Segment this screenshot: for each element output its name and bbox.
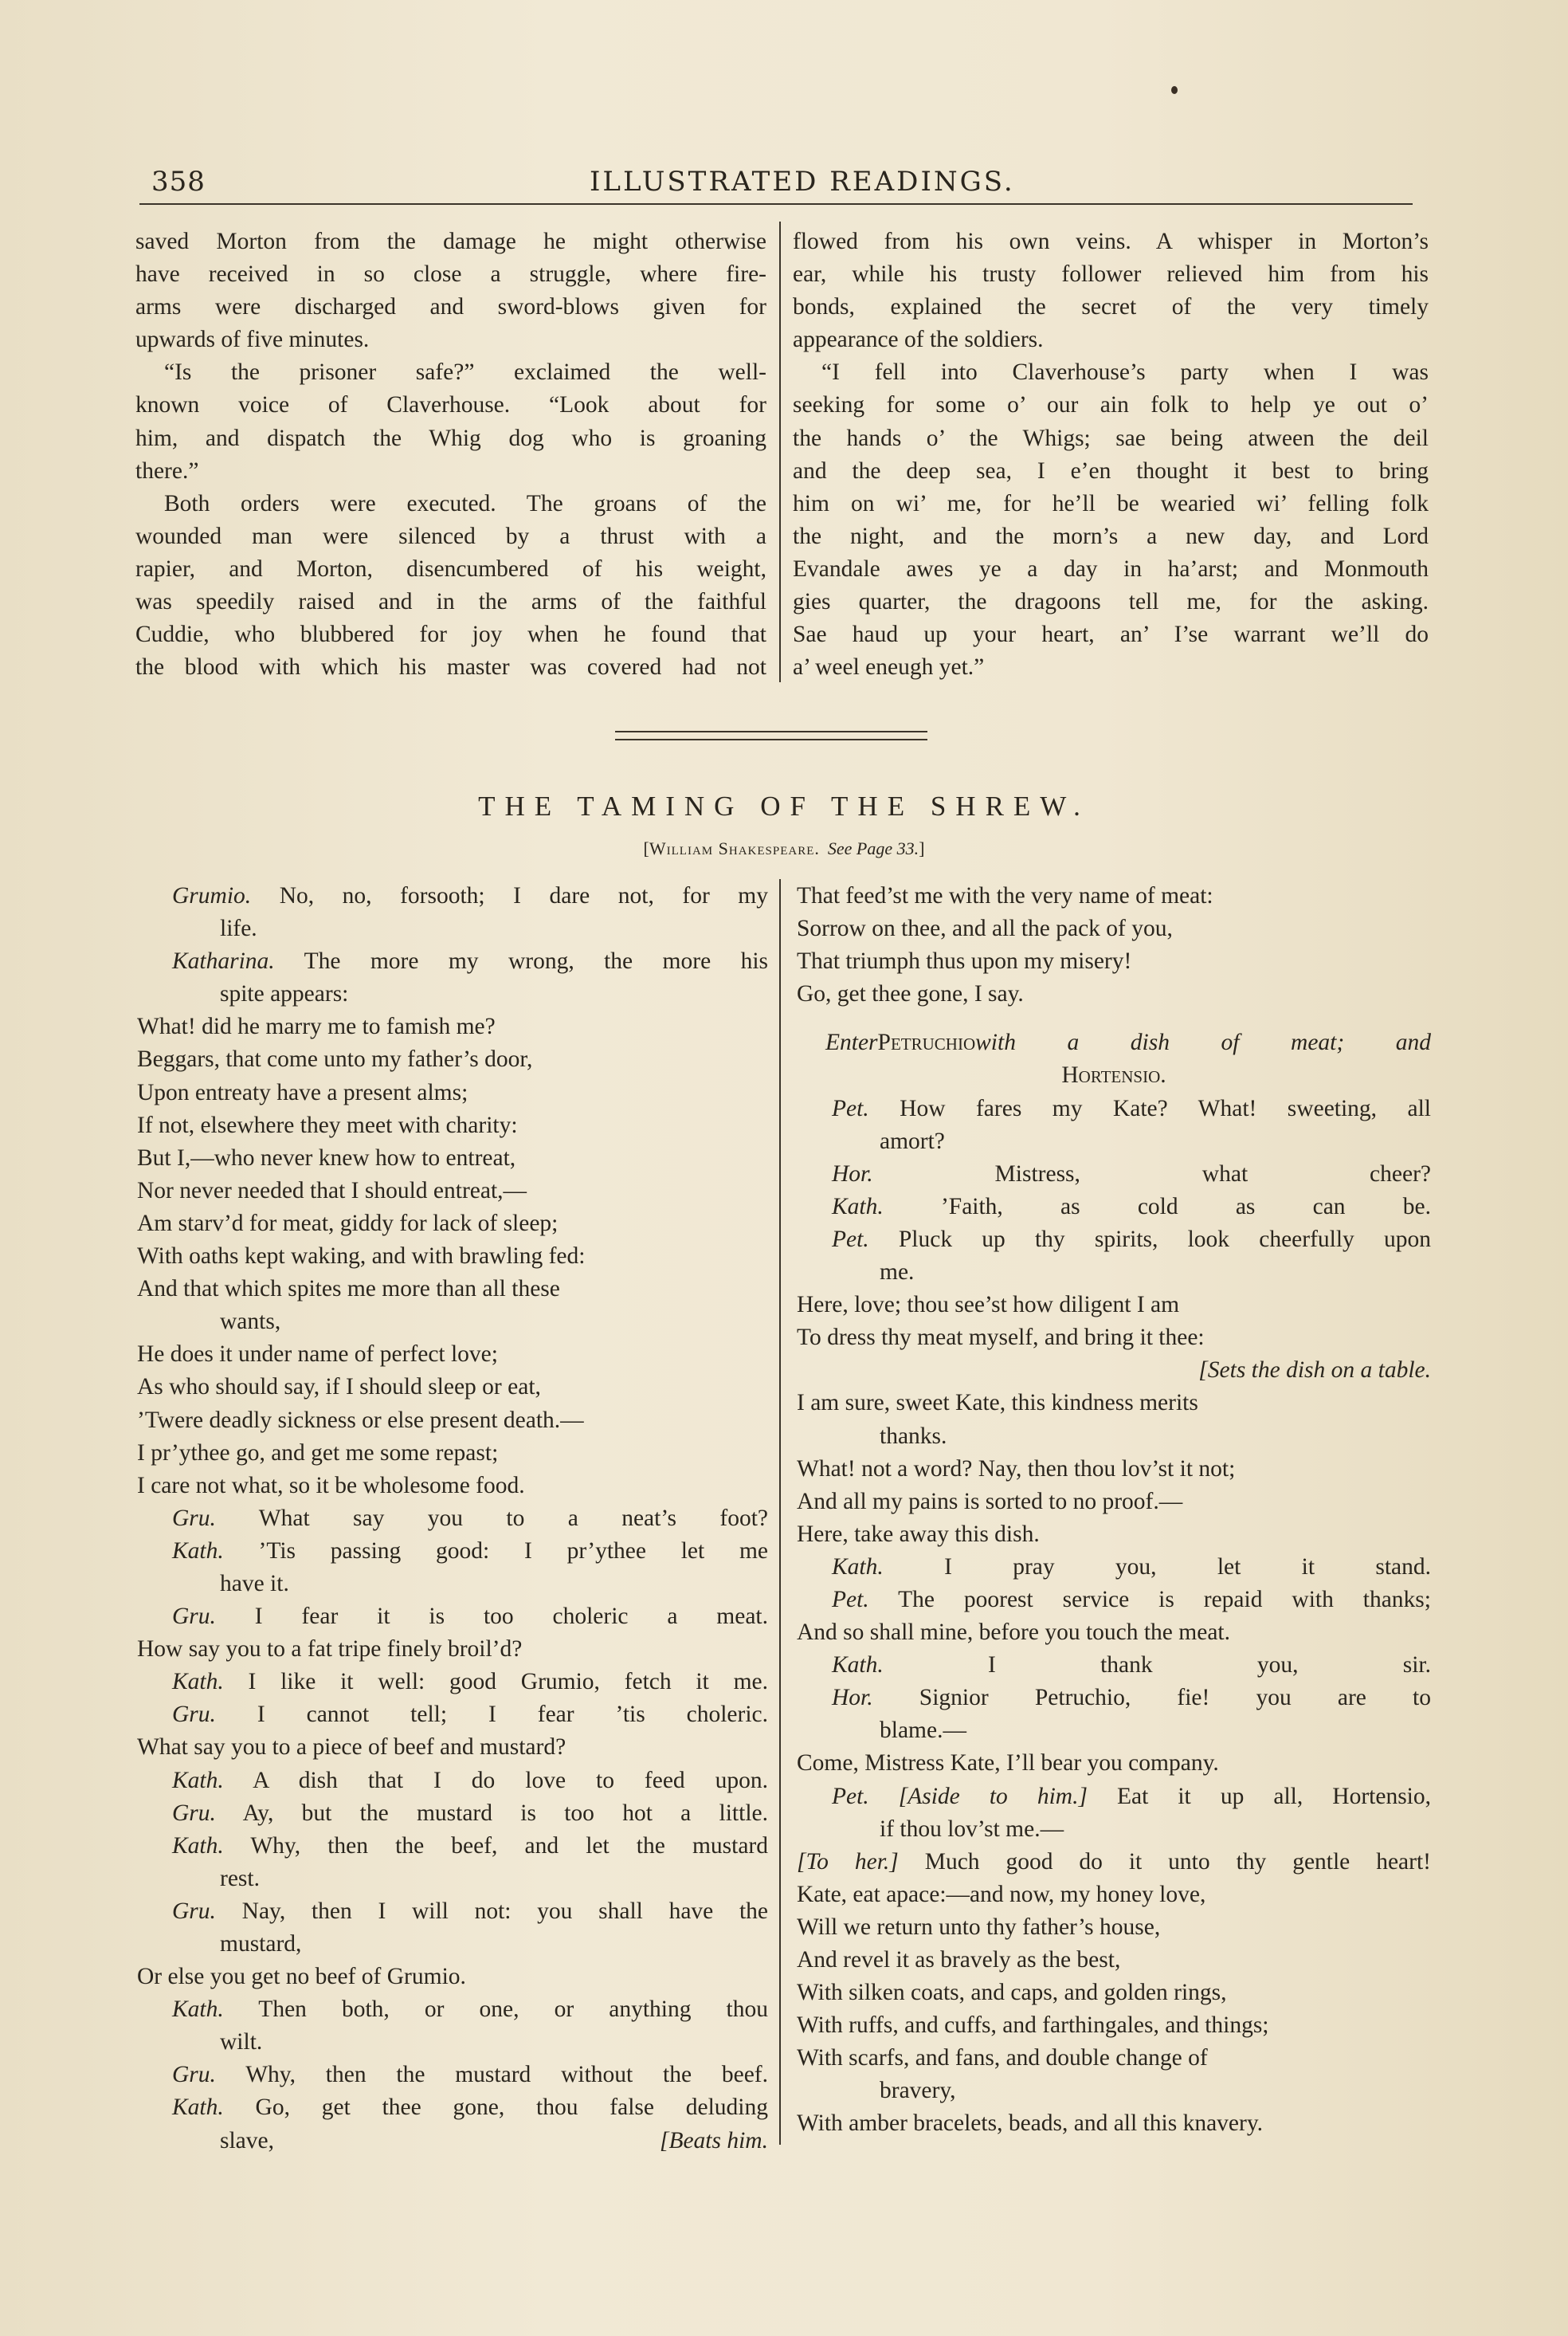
verse-text: What! did he marry me to famish me?: [137, 1014, 496, 1040]
verse-text: I like it well: good Grumio, fetch it me.: [248, 1669, 768, 1695]
verse-line: [797, 1879, 1431, 1911]
verse-line: [797, 1321, 1431, 1354]
stage-direction-text: [Beats him.: [659, 2127, 768, 2153]
verse-line: [137, 2026, 768, 2059]
verse-text: Nor never needed that I should entreat,—: [137, 1177, 527, 1203]
verse-text: Beggars, that come unto my father’s door,: [137, 1046, 533, 1073]
verse-text: What say you to a piece of beef and mustard?: [137, 1734, 566, 1761]
verse-text: Pluck up thy spirits, look cheerfully upon: [898, 1226, 1432, 1252]
prose-line: the night, and the morn’s a new day, and Lord: [793, 523, 1429, 549]
verse-text: Or else you get no beef of Grumio.: [137, 1964, 466, 1990]
verse-line: [797, 1616, 1431, 1649]
verse-line: [137, 1404, 768, 1437]
verse-line: [137, 1797, 768, 1830]
verse-text: Mistress, what cheer?: [994, 1160, 1431, 1187]
verse-text: He does it under name of perfect love;: [137, 1341, 498, 1368]
verse-line: [797, 1682, 1431, 1714]
verse-text: With scarfs, and fans, and double change of: [797, 2045, 1208, 2071]
byline-author: William Shakespeare.: [649, 838, 820, 858]
verse-line: [797, 1944, 1431, 1977]
verse-text: Kate, eat apace:—and now, my honey love,: [797, 1881, 1206, 1907]
page-number: 358: [151, 166, 206, 198]
verse-text: And so shall mine, before you touch the meat.: [797, 1619, 1230, 1646]
prose-line: the blood with which his master was covered had not: [135, 654, 766, 681]
verse-line: [137, 1961, 768, 1993]
verse-text: life.: [220, 916, 257, 942]
verse-line: [137, 1633, 768, 1666]
verse-text: A dish that I do love to feed upon.: [253, 1767, 768, 1793]
speaker-name: Kath.: [172, 1669, 224, 1695]
prose-line: bonds, explained the secret of the very timely: [793, 294, 1429, 320]
verse-line: [797, 1420, 1431, 1453]
ink-speck: [1171, 86, 1178, 94]
verse-text: And revel it as bravely as the best,: [797, 1947, 1121, 1973]
prose-line: rapier, and Morton, disencumbered of his weight,: [135, 556, 766, 582]
speaker-name: Kath.: [832, 1193, 884, 1219]
verse-line: [137, 1993, 768, 2026]
verse-text: wilt.: [220, 2029, 263, 2055]
verse-line: [137, 2059, 768, 2091]
prose-line: “Is the prisoner safe?” exclaimed the well-: [164, 359, 766, 386]
verse-text: me.: [880, 1259, 915, 1286]
verse-text: The more my wrong, the more his: [304, 948, 768, 975]
column-separator: [779, 222, 781, 682]
verse-text: thanks.: [880, 1423, 947, 1449]
prose-line: and the deep sea, I e’en thought it best to bring: [793, 457, 1429, 484]
verse-text: Am starv’d for meat, giddy for lack of sleep;: [137, 1210, 559, 1236]
verse-line: [137, 2125, 768, 2157]
prose-line: Evandale awes ye a day in ha’arst; and Monmouth: [793, 556, 1429, 582]
prose-line: flowed from his own veins. A whisper in Morton’s: [793, 229, 1429, 254]
verse-text: Much good do it unto thy gentle heart!: [924, 1848, 1431, 1875]
prose-left-column: [135, 226, 766, 684]
verse-line: [137, 1535, 768, 1568]
verse-line: [137, 1142, 768, 1175]
verse-line: [137, 1600, 768, 1633]
verse-text: Here, take away this dish.: [797, 1521, 1040, 1547]
verse-text: I am sure, sweet Kate, this kindness merits: [797, 1390, 1198, 1416]
verse-text: I care not what, so it be wholesome food.: [137, 1472, 525, 1498]
verse-line: [137, 913, 768, 945]
verse-line: [797, 2107, 1431, 2140]
prose-line: wounded man were silenced by a thrust with a: [135, 523, 766, 549]
verse-line: [797, 2042, 1431, 2075]
stage-direction-text: [Aside to him.]: [898, 1783, 1088, 1809]
verse-text: ’Tis passing good: I pr’ythee let me: [258, 1537, 768, 1564]
verse-line: [137, 1437, 768, 1470]
verse-text: amort?: [880, 1128, 945, 1154]
verse-line: [137, 880, 768, 913]
verse-line: [137, 1928, 768, 1961]
speaker-name: Kath.: [832, 1652, 884, 1678]
prose-line: upwards of five minutes.: [135, 327, 370, 353]
section-divider: [615, 731, 927, 732]
verse-text: slave,: [220, 2127, 274, 2153]
verse-line: [137, 1011, 768, 1043]
prose-line: was speedily raised and in the arms of the faithful: [135, 589, 766, 615]
verse-text: Why, then the mustard without the beef.: [245, 2062, 768, 2088]
verse-text: With amber bracelets, beads, and all this knavery.: [797, 2110, 1264, 2137]
play-right-column: [797, 880, 1431, 2141]
verse-line: [797, 1649, 1431, 1682]
prose-line: gies quarter, the dragoons tell me, for the asking.: [793, 589, 1429, 615]
verse-line: [797, 1584, 1431, 1616]
prose-line: him on wi’ me, for he’ll be wearied wi’ felling folk: [793, 490, 1429, 516]
speaker-name: Kath.: [832, 1553, 884, 1580]
verse-text: Come, Mistress Kate, I’ll bear you company.: [797, 1750, 1219, 1777]
speaker-name: Pet.: [832, 1783, 869, 1809]
verse-text: blame.—: [880, 1718, 966, 1744]
verse-text: have it.: [220, 1570, 289, 1596]
speaker-name: Kath.: [172, 1537, 224, 1564]
verse-text: I thank you, sir.: [988, 1652, 1431, 1678]
verse-text: Go, get thee gone, I say.: [797, 981, 1024, 1007]
speaker-name: Kath.: [172, 2095, 224, 2121]
prose-line: arms were discharged and sword-blows given for: [135, 294, 766, 320]
verse-text: bravery,: [880, 2078, 956, 2104]
prose-right-column: [793, 226, 1429, 684]
prose-line: a’ weel eneugh yet.”: [793, 654, 985, 681]
prose-line: known voice of Claverhouse. “Look about for: [135, 392, 766, 418]
play-title: THE TAMING OF THE SHREW.: [478, 791, 1090, 822]
verse-line: [137, 1698, 768, 1731]
verse-line: [797, 1846, 1431, 1879]
character-name: Petruchio: [877, 1030, 976, 1056]
speaker-name: Hor.: [832, 1685, 873, 1711]
prose-line: “I fell into Claverhouse’s party when I was: [821, 359, 1429, 386]
verse-line: [137, 1830, 768, 1863]
verse-text: How fares my Kate? What! sweeting, all: [900, 1095, 1432, 1121]
verse-text: As who should say, if I should sleep or eat,: [137, 1374, 541, 1400]
verse-text: Ay, but the mustard is too hot a little.: [242, 1800, 768, 1826]
stage-direction-text: Enter: [825, 1030, 878, 1056]
verse-text: Why, then the beef, and let the mustard: [250, 1832, 768, 1859]
verse-text: Will we return unto thy father’s house,: [797, 1914, 1161, 1940]
verse-line: [797, 1813, 1431, 1846]
verse-text: Then both, or one, or anything thou: [258, 1996, 768, 2023]
verse-text: wants,: [220, 1309, 281, 1335]
verse-line: [797, 2075, 1431, 2107]
verse-line: [797, 1191, 1431, 1223]
verse-line: [797, 1551, 1431, 1584]
verse-line: [797, 1387, 1431, 1419]
verse-text: That feed’st me with the very name of meat:: [797, 883, 1213, 909]
byline-bracket: [: [643, 838, 649, 858]
speaker-name: Pet.: [832, 1095, 869, 1121]
prose-line: there.”: [135, 457, 199, 484]
verse-text: if thou lov’st me.—: [880, 1816, 1064, 1842]
verse-text: I pr’ythee go, and get me some repast;: [137, 1439, 499, 1466]
prose-line: saved Morton from the damage he might otherwise: [135, 229, 766, 254]
verse-line: [137, 1175, 768, 1207]
speaker-name: Gru.: [172, 2062, 216, 2088]
verse-text: To dress thy meat myself, and bring it thee:: [797, 1325, 1205, 1351]
verse-text: With ruffs, and cuffs, and farthingales, and things;: [797, 2012, 1269, 2039]
verse-line: [797, 978, 1431, 1011]
verse-text: spite appears:: [220, 981, 349, 1007]
verse-line: [797, 1223, 1431, 1256]
verse-line: [797, 1256, 1431, 1289]
prose-line: seeking for some o’ our ain folk to help ye out o’: [793, 392, 1429, 418]
prose-line: Cuddie, who blubbered for joy when he found that: [135, 622, 766, 648]
speaker-name: Gru.: [172, 1800, 216, 1826]
verse-text: Go, get thee gone, thou false deluding: [255, 2095, 768, 2121]
verse-line: [137, 945, 768, 978]
verse-text: No, no, forsooth; I dare not, for my: [279, 883, 768, 909]
speaker-name: Pet.: [832, 1226, 869, 1252]
verse-line: [137, 1568, 768, 1600]
verse-text: But I,—who never knew how to entreat,: [137, 1144, 516, 1171]
verse-text: mustard,: [220, 1931, 302, 1957]
byline-reference: See Page 33.: [827, 838, 919, 858]
verse-line: [137, 1371, 768, 1404]
verse-line: [137, 1765, 768, 1797]
verse-line: [137, 1273, 768, 1305]
speaker-name: Gru.: [172, 1702, 216, 1728]
verse-line: [797, 1714, 1431, 1747]
speaker-name: Kath.: [172, 1996, 224, 2023]
play-left-column: [137, 880, 768, 2157]
stage-direction: [797, 1354, 1431, 1387]
verse-line: [137, 1895, 768, 1928]
verse-line: [797, 2009, 1431, 2042]
prose-line: him, and dispatch the Whig dog who is groaning: [135, 425, 766, 451]
verse-text: Sorrow on thee, and all the pack of you,: [797, 916, 1173, 942]
verse-line: [797, 913, 1431, 945]
verse-line: [797, 1093, 1431, 1125]
verse-line: [137, 2091, 768, 2124]
verse-line: [797, 880, 1431, 913]
prose-line: Sae haud up your heart, an’ I’se warrant we’ll do: [793, 622, 1429, 648]
verse-text: What say you to a neat’s foot?: [258, 1505, 769, 1531]
play-byline: [0, 838, 1568, 859]
speaker-name: Hor.: [832, 1160, 873, 1187]
speaker-name: Kath.: [172, 1832, 224, 1859]
verse-line: [137, 1043, 768, 1076]
verse-text: Upon entreaty have a present alms;: [137, 1079, 468, 1105]
prose-line: the hands o’ the Whigs; sae being atween the deil: [793, 425, 1429, 451]
stage-direction-text: [To her.]: [797, 1848, 899, 1875]
column-separator: [779, 879, 781, 2145]
verse-text: And all my pains is sorted to no proof.—: [797, 1488, 1183, 1514]
speaker-name: Gru.: [172, 1604, 216, 1630]
speaker-name: Pet.: [832, 1586, 869, 1612]
section-divider: [615, 739, 927, 740]
prose-line: Both orders were executed. The groans of the: [164, 490, 766, 516]
speaker-name: Gru.: [172, 1898, 216, 1924]
verse-line: [797, 1780, 1431, 1813]
stage-direction-text: with a dish of meat; and: [975, 1030, 1431, 1056]
speaker-name: Grumio.: [172, 883, 252, 909]
verse-line: [137, 978, 768, 1011]
verse-text: With silken coats, and caps, and golden rings,: [797, 1980, 1227, 2006]
stage-direction: [797, 1059, 1431, 1092]
prose-line: have received in so close a struggle, where fire-: [135, 261, 766, 288]
verse-text: I fear it is too choleric a meat.: [254, 1604, 768, 1630]
speaker-name: Katharina.: [172, 948, 275, 975]
prose-line: ear, while his trusty follower relieved him from his: [793, 261, 1429, 288]
verse-line: [797, 1486, 1431, 1518]
verse-line: [797, 1125, 1431, 1158]
verse-text: I cannot tell; I fear ’tis choleric.: [257, 1702, 768, 1728]
verse-line: [797, 1747, 1431, 1780]
verse-line: [137, 1240, 768, 1273]
verse-line: [797, 1453, 1431, 1486]
verse-line: [137, 1338, 768, 1371]
verse-line: [137, 1666, 768, 1698]
verse-line: [137, 1731, 768, 1764]
byline-bracket: ]: [919, 838, 925, 858]
verse-line: [137, 1305, 768, 1338]
prose-line: appearance of the soldiers.: [793, 327, 1044, 353]
verse-text: Here, love; thou see’st how diligent I am: [797, 1292, 1180, 1318]
verse-text: rest.: [220, 1865, 260, 1891]
header-rule: [139, 203, 1413, 205]
verse-line: [797, 1289, 1431, 1321]
verse-text: If not, elsewhere they meet with charity:: [137, 1112, 518, 1138]
verse-text: ’Twere deadly sickness or else present death.—: [137, 1407, 584, 1433]
character-name: Hortensio.: [1061, 1062, 1166, 1089]
stage-direction: [797, 1027, 1431, 1059]
verse-line: [797, 1158, 1431, 1191]
verse-text: Eat it up all, Hortensio,: [1117, 1783, 1432, 1809]
verse-line: [797, 1977, 1431, 2009]
verse-text: And that which spites me more than all these: [137, 1276, 560, 1302]
verse-line: [137, 1207, 768, 1240]
verse-text: I pray you, let it stand.: [944, 1553, 1432, 1580]
verse-text: Signior Petruchio, fie! you are to: [919, 1685, 1432, 1711]
verse-line: [137, 1863, 768, 1895]
verse-text: With oaths kept waking, and with brawling fed:: [137, 1243, 586, 1270]
verse-line: [137, 1077, 768, 1109]
verse-line: [137, 1109, 768, 1142]
verse-line: [797, 1518, 1431, 1551]
running-title: ILLUSTRATED READINGS.: [590, 166, 1015, 198]
verse-line: [797, 945, 1431, 978]
speaker-name: Kath.: [172, 1767, 224, 1793]
speaker-name: Gru.: [172, 1505, 216, 1531]
verse-text: ’Faith, as cold as can be.: [940, 1193, 1431, 1219]
verse-text: How say you to a fat tripe finely broil’d?: [137, 1636, 523, 1663]
verse-line: [797, 1911, 1431, 1944]
verse-text: That triumph thus upon my misery!: [797, 948, 1132, 975]
stage-direction-text: [Sets the dish on a table.: [1198, 1357, 1431, 1384]
verse-line: [137, 1470, 768, 1502]
verse-text: What! not a word? Nay, then thou lov’st it not;: [797, 1455, 1236, 1482]
verse-text: Nay, then I will not: you shall have the: [241, 1898, 769, 1924]
verse-text: The poorest service is repaid with thanks;: [898, 1586, 1431, 1612]
verse-line: [137, 1502, 768, 1535]
